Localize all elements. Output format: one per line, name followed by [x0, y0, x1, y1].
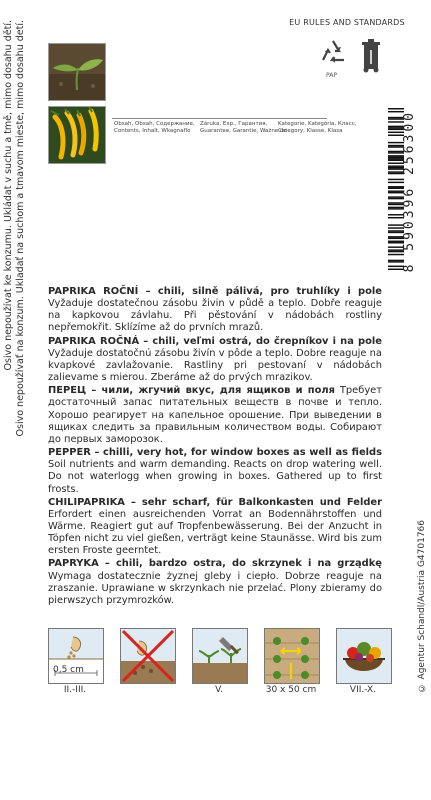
- legend-contents: Obsah, Obsah, Содержание, Contents, Inhalt, Wkagnaflo: [114, 121, 195, 134]
- section-ru: ПЕРЕЦ – чили, жгучий вкус, для ящиков и поля Требует достаточный запас питательных веществ в почве и тепло. Хорошо реагирует на капельное орошение. При выведении в ящиках следить за правильным количеством воды. Собирают до первых заморозок.: [48, 385, 382, 445]
- section-pl: PAPRYKA – chili, bardzo ostra, do skrzynek i na grządkę Wymaga dostatecznie żyznej gleby i ciepło. Dobrze reaguje na zraszanie. Uprawiane w skrzynkach nie przelać. Plony zbieramy do pierwszych przymrozków.: [48, 558, 382, 606]
- disclaimer-cz: Osivo nepoužívat ke konzumu. Ukládat v suchu a tmě, mimo dosahu dětí.: [3, 20, 14, 371]
- eu-rules-title: EU RULES AND STANDARDS: [289, 18, 405, 27]
- legend-guarantee: Záruka, Exp., Гарантия, Guarantee, Garantie, Ważne do: [200, 121, 287, 134]
- transplanting-icon: [192, 628, 248, 684]
- harvest-period-label: VII.-X.: [349, 685, 377, 695]
- sowing-depth-value: 0,5 cm: [53, 665, 84, 675]
- harvest-icon: [336, 628, 392, 684]
- legend-category: Kategorie, Kategória, Класс, Category, Klasse, Klasa: [278, 121, 357, 134]
- pap-label: PAP: [326, 72, 337, 79]
- chili-photo: [48, 106, 106, 164]
- spacing-label: 30 x 50 cm: [265, 685, 317, 695]
- section-cz: PAPRIKA ROČNÍ – chili, silně pálivá, pro truhlíky i pole Vyžaduje dostatečnou zásobu živin v půdě a teplo. Dobře reaguje na kapkovou závlahu. Při pěstování v nádobách rostliny nepřemokřit. Sklízíme až do prvních mrazů.: [48, 286, 382, 334]
- barcode-digits: 8 590396 256300: [402, 110, 417, 273]
- section-de: CHILIPAPRIKA – sehr scharf, für Balkonkasten und Felder Erfordert einen ausreichenden Vorrat an Bodennährstoffen und Wärme. Reagiert gut auf Tropfenbewässerung. Bei der Anzucht in Töpfen nicht zu viel gießen, verträgt keine Staunässe. Wird bis zum ersten Froste geerntet.: [48, 496, 382, 557]
- disclaimer-sk: Osivo nepoužívať na konzum. Ukladať na suchom a tmavom mieste, mimo dosahu detí.: [15, 20, 26, 437]
- section-en: PEPPER – chilli, very hot, for window boxes as well as fields Soil nutrients and warm demanding. Reacts on drop watering well. Do not waterlogg when growing in boxes. Gathered up to first frosts.: [48, 447, 382, 495]
- description-block: [48, 286, 382, 608]
- recycling-icon: [318, 38, 348, 68]
- sowing-period-label: II.-III.: [63, 685, 87, 695]
- seedling-photo: [48, 43, 106, 101]
- sowing-depth-icon: [48, 628, 104, 684]
- spacing-icon: [264, 628, 320, 684]
- waste-bin-icon: [358, 36, 384, 74]
- legend-divider: [112, 118, 327, 119]
- section-sk: PAPRIKA ROČNÁ – chili, veľmi ostrá, do črepníkov i na pole Vyžaduje dostatočnú zásobu živín v pôde a teplo. Dobre reaguje na kvapkové zavlažovanie. Rastliny pri pestovaní v nádobách zalievame s mierou. Zberáme až do prvých mrazikov.: [48, 335, 382, 384]
- no-direct-sowing-icon: [120, 628, 176, 684]
- transplant-period-label: V.: [215, 685, 223, 695]
- copyright-text: © Agentur Schandl/Austria G4701766: [417, 520, 427, 693]
- cultivation-icons: [48, 628, 393, 700]
